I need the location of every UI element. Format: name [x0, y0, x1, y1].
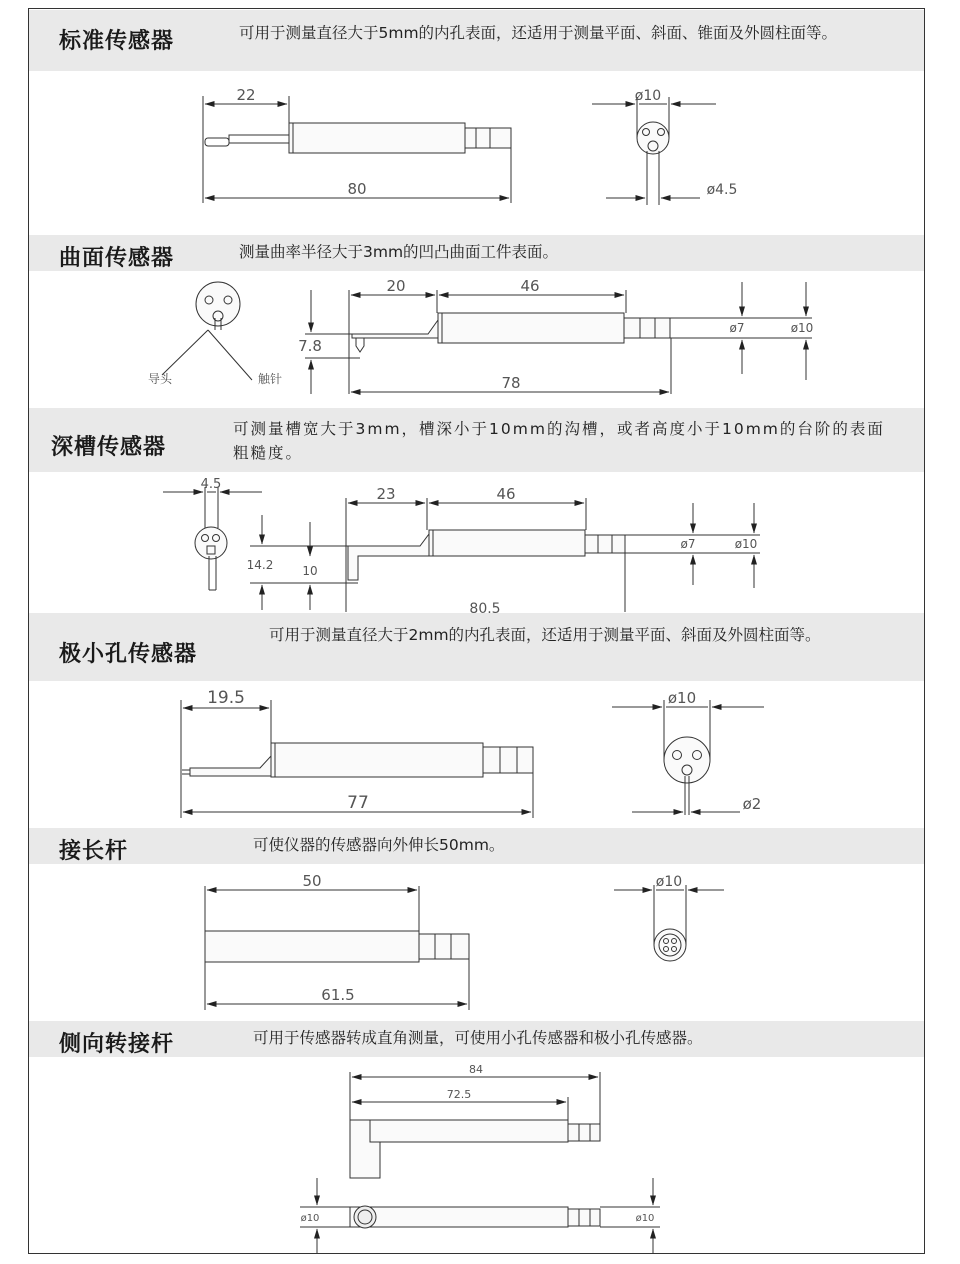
section-description: 可用于测量直径大于5mm的内孔表面，还适用于测量平面、斜面、锥面及外圆柱面等。	[239, 24, 838, 42]
dim-label-total-length: 84	[469, 1063, 483, 1076]
dim-label-inner-length: 72.5	[446, 1088, 472, 1101]
dim-label-tip-diameter: ø2	[742, 795, 762, 813]
section-description: 可测量槽宽大于3mm，槽深小于10mm的沟槽，或者高度小于10mm的台阶的表面粗糙度。	[233, 420, 885, 462]
dim-label-d2: 46	[496, 485, 516, 503]
dim-label-total-length: 80.5	[469, 601, 501, 617]
deep-groove-sensor-side-view	[348, 530, 625, 580]
dim-label-dia-large: ø10	[790, 321, 814, 335]
dim-label-total-length: 78	[501, 374, 521, 392]
dim-label-height: 14.2	[246, 558, 274, 572]
section-title: 标准传感器	[59, 29, 175, 54]
dim-label-total-length: 80	[347, 180, 367, 198]
micro-hole-sensor-side-view	[182, 743, 533, 777]
dim-label-dia-right: ø10	[635, 1213, 655, 1224]
dim-label-total-length: 61.5	[321, 986, 355, 1004]
dim-label-tip-length: 22	[236, 86, 256, 104]
standard-sensor-end-view	[637, 122, 669, 154]
dim-label-head-diameter: ø10	[655, 874, 683, 890]
dim-label-dia-small: ø7	[680, 537, 696, 551]
dim-label-head-diameter: ø10	[667, 689, 697, 707]
curved-sensor-side-view	[352, 313, 670, 352]
dim-label-d1: 23	[376, 485, 396, 503]
callout-guide-label: 导头	[147, 372, 173, 386]
dim-label-tip-diameter: ø4.5	[706, 182, 738, 198]
dim-label-d1: 20	[386, 277, 406, 295]
section-title: 侧向转接杆	[59, 1032, 175, 1057]
dim-label-dia-large: ø10	[734, 537, 758, 551]
dim-label-d2: 46	[520, 277, 540, 295]
section-title: 极小孔传感器	[59, 642, 198, 667]
side-adapter-side-view	[350, 1120, 600, 1178]
section-title: 深槽传感器	[51, 435, 167, 460]
side-adapter-top-view	[350, 1206, 600, 1228]
section-description: 测量曲率半径大于3mm的凹凸曲面工件表面。	[239, 243, 559, 261]
section-description: 可用于传感器转成直角测量，可使用小孔传感器和极小孔传感器。	[253, 1029, 703, 1047]
dim-label-dia-small: ø7	[729, 321, 745, 335]
dim-label-head-diameter: ø10	[634, 88, 662, 104]
dim-label-extension: 50	[302, 872, 322, 890]
micro-hole-sensor-end-view	[664, 737, 710, 815]
section-description: 可使仪器的传感器向外伸长50mm。	[253, 836, 505, 854]
extension-rod-end-view	[654, 929, 686, 961]
callout-stylus-label: 触针	[257, 372, 283, 386]
section-title: 曲面传感器	[59, 246, 175, 271]
section-title: 接长杆	[59, 839, 129, 864]
deep-groove-sensor-end-view	[195, 527, 227, 590]
standard-sensor-side-view	[205, 123, 511, 153]
dim-label-total-length: 77	[347, 793, 369, 813]
dim-label-tip-length: 19.5	[207, 688, 245, 708]
curved-sensor-end-view	[196, 282, 240, 330]
dim-label-head-width: 4.5	[200, 477, 222, 492]
extension-rod-side-view	[205, 931, 469, 962]
section-description: 可用于测量直径大于2mm的内孔表面，还适用于测量平面、斜面及外圆柱面等。	[269, 626, 821, 644]
dim-label-depth: 10	[302, 564, 318, 578]
dim-label-dia-left: ø10	[300, 1213, 320, 1224]
dim-label-height: 7.8	[298, 337, 322, 355]
